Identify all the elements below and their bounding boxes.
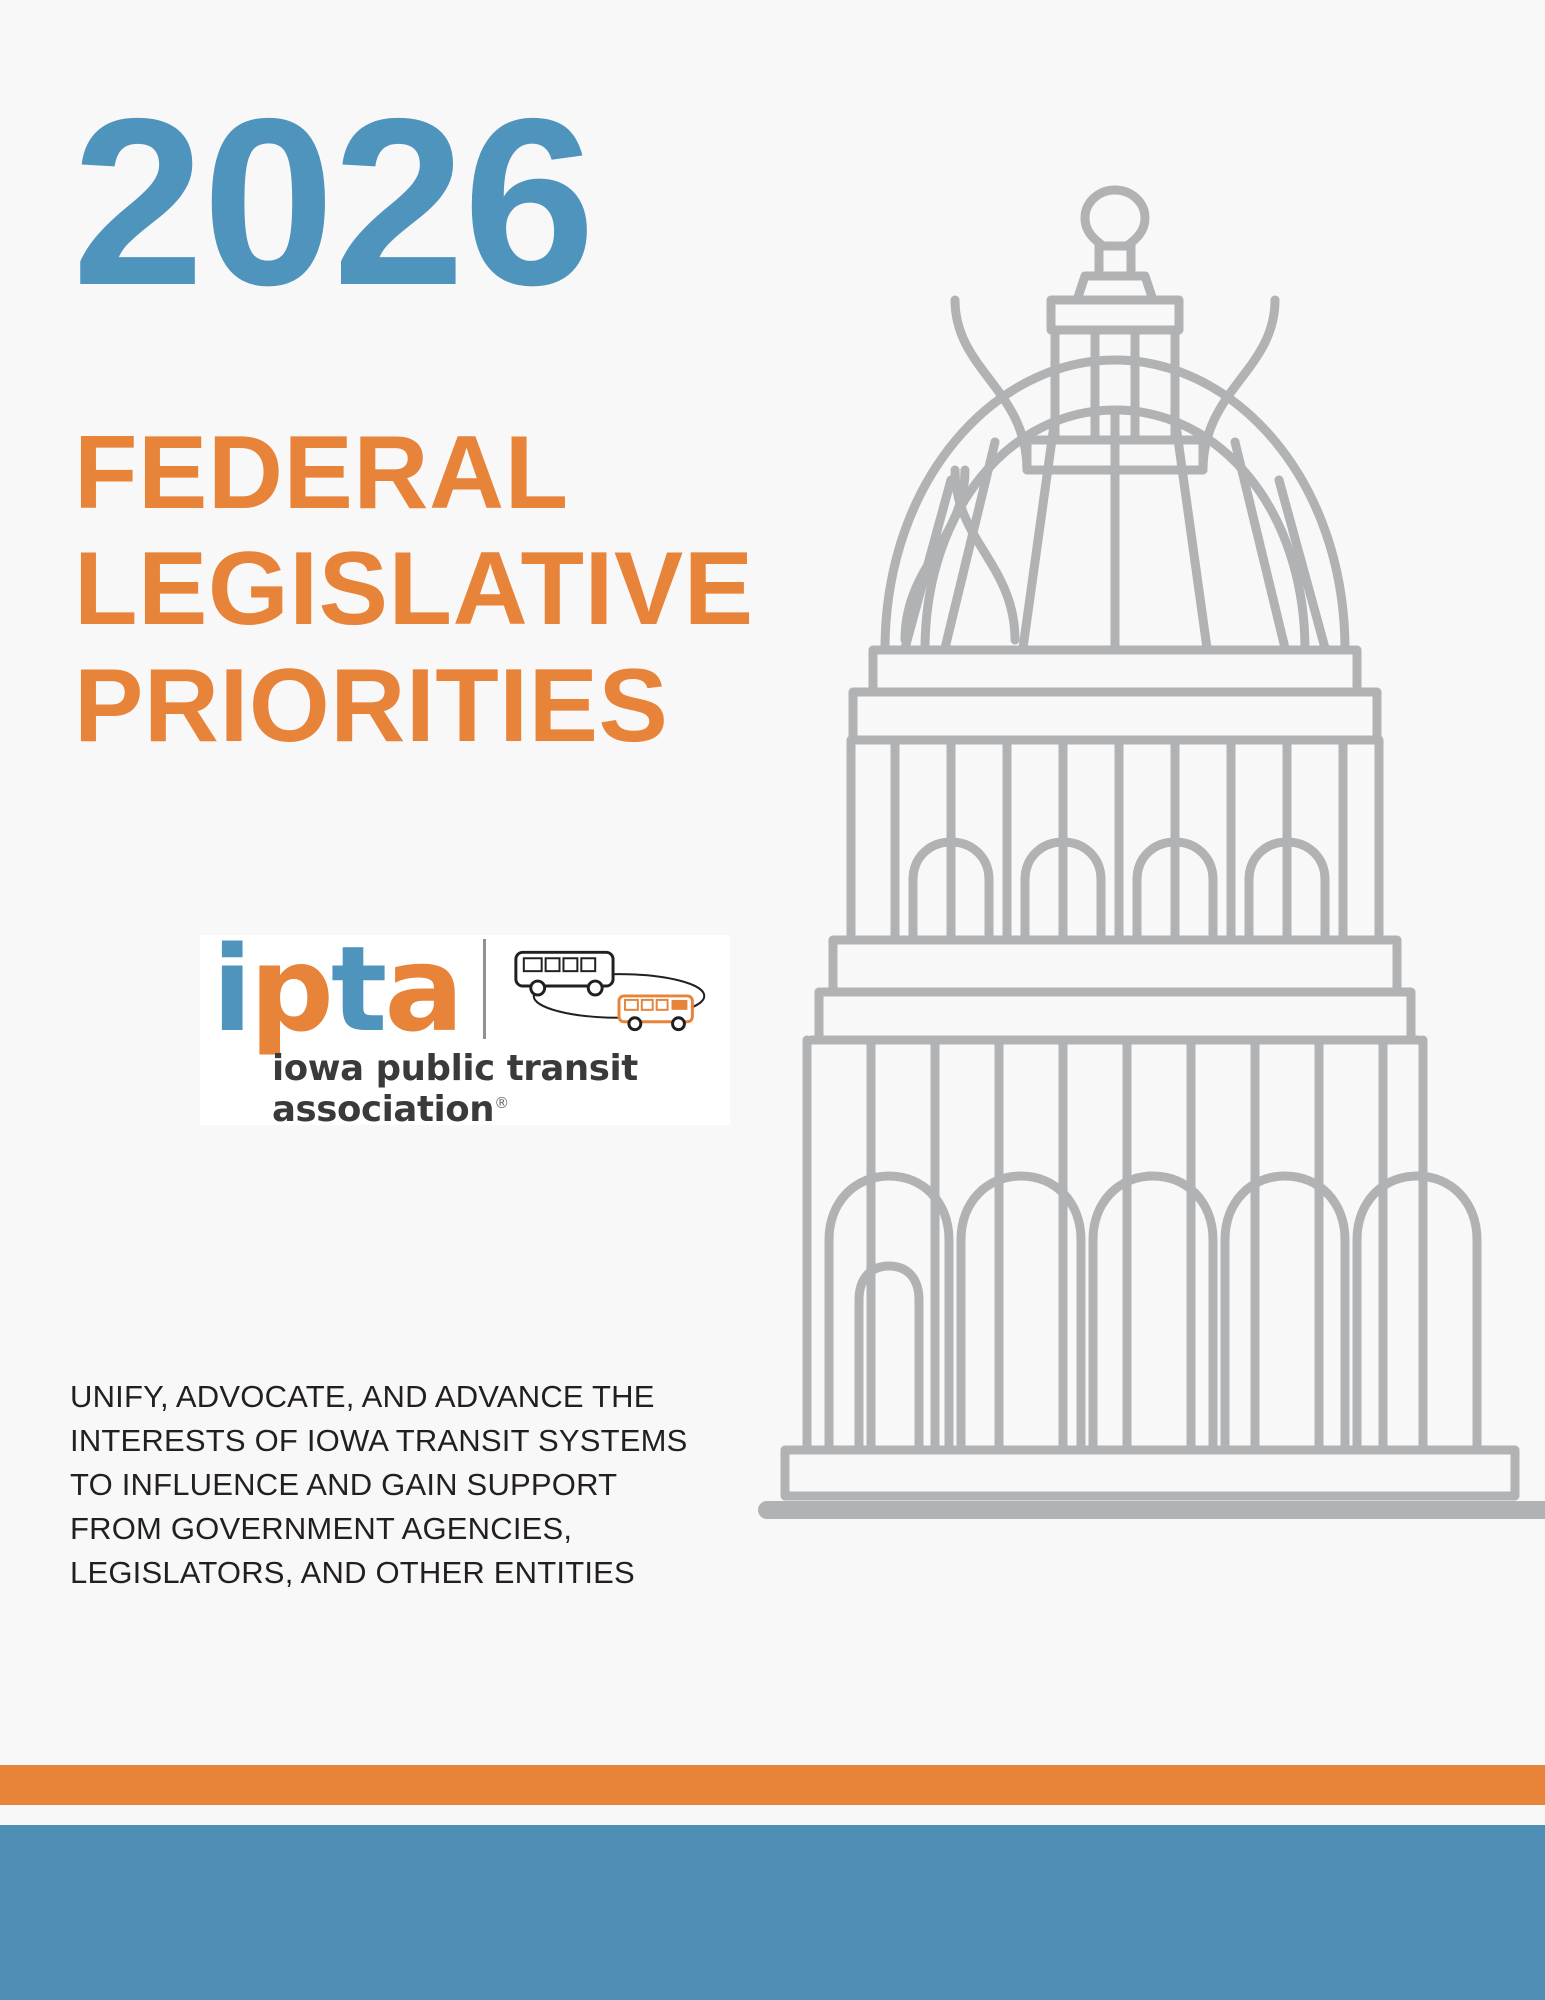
logo-letter-a: a xyxy=(384,920,461,1058)
logo-caption xyxy=(200,1048,730,1130)
logo-divider xyxy=(483,939,486,1039)
logo-wordmark xyxy=(212,920,461,1058)
footer-orange-bar xyxy=(0,1765,1545,1805)
logo-wordmark-row xyxy=(200,920,730,1058)
footer-blue-bar xyxy=(0,1825,1545,2000)
footer-gap xyxy=(0,1805,1545,1825)
ipta-logo xyxy=(200,920,730,1130)
logo-letter-t: t xyxy=(330,920,385,1058)
page-title xyxy=(74,415,874,764)
capitol-dome-illustration xyxy=(755,180,1545,1710)
logo-caption-text: iowa public transit association xyxy=(272,1048,638,1130)
logo-letter-i: i xyxy=(212,920,250,1058)
transit-bus-icon xyxy=(516,952,613,995)
logo-bus-artwork xyxy=(502,934,730,1044)
small-bus-icon xyxy=(619,996,692,1030)
registered-mark: ® xyxy=(494,1094,509,1113)
title-line-2: LEGISLATIVE xyxy=(74,531,754,648)
title-line-1: FEDERAL xyxy=(74,415,569,531)
logo-letter-p: p xyxy=(249,920,331,1058)
cover-year: 2026 xyxy=(72,70,594,335)
title-line-3: PRIORITIES xyxy=(74,647,669,764)
cover-tagline: UNIFY, ADVOCATE, AND ADVANCE THE INTERESTS OF IOWA TRANSIT SYSTEMS TO INFLUENCE AND GAIN SUPPORT FROM GOVERNMENT AGENCIES, LEGISLATORS, AND OTHER ENTITIES xyxy=(70,1379,688,1591)
